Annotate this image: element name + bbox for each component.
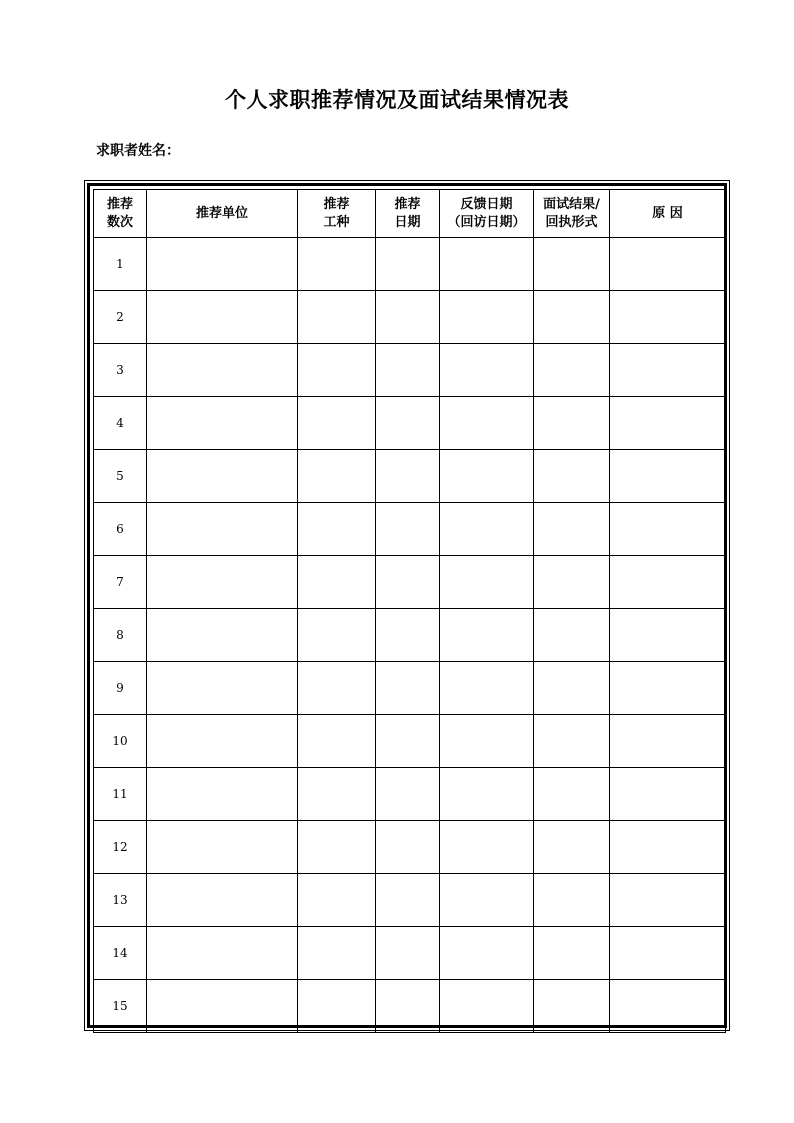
cell-feedback-date[interactable] (440, 238, 534, 291)
row-number: 13 (94, 874, 147, 927)
cell-reason[interactable] (610, 980, 726, 1033)
cell-recommend-date[interactable] (376, 291, 440, 344)
cell-interview-result[interactable] (534, 556, 610, 609)
cell-interview-result[interactable] (534, 450, 610, 503)
cell-recommend-unit[interactable] (147, 874, 298, 927)
table-row (94, 291, 726, 344)
cell-recommend-unit[interactable] (147, 662, 298, 715)
cell-interview-result[interactable] (534, 927, 610, 980)
header-row (94, 190, 726, 238)
cell-feedback-date[interactable] (440, 662, 534, 715)
cell-reason[interactable] (610, 238, 726, 291)
header-reason (610, 190, 726, 238)
header-recommend-count (94, 190, 147, 238)
cell-reason[interactable] (610, 397, 726, 450)
cell-job-type[interactable] (298, 821, 376, 874)
cell-feedback-date[interactable] (440, 768, 534, 821)
cell-job-type[interactable] (298, 344, 376, 397)
cell-recommend-date[interactable] (376, 821, 440, 874)
cell-job-type[interactable] (298, 238, 376, 291)
cell-interview-result[interactable] (534, 821, 610, 874)
cell-job-type[interactable] (298, 715, 376, 768)
cell-job-type[interactable] (298, 397, 376, 450)
row-number: 14 (94, 927, 147, 980)
cell-feedback-date[interactable] (440, 715, 534, 768)
cell-feedback-date[interactable] (440, 927, 534, 980)
table-frame (84, 180, 730, 1031)
table-row (94, 768, 726, 821)
cell-reason[interactable] (610, 556, 726, 609)
recommendation-table (93, 189, 726, 1033)
cell-recommend-unit[interactable] (147, 927, 298, 980)
cell-reason[interactable] (610, 450, 726, 503)
header-interview-result (534, 190, 610, 238)
table-row (94, 715, 726, 768)
header-text: 日期 (394, 214, 421, 230)
header-text: 反馈日期 (460, 196, 513, 212)
table-row (94, 450, 726, 503)
cell-feedback-date[interactable] (440, 450, 534, 503)
row-number: 3 (94, 344, 147, 397)
cell-interview-result[interactable] (534, 662, 610, 715)
table-body (94, 238, 726, 1033)
header-recommend-job-type (298, 190, 376, 238)
header-text: 原 因 (652, 205, 683, 221)
cell-recommend-unit[interactable] (147, 450, 298, 503)
cell-recommend-date[interactable] (376, 503, 440, 556)
cell-recommend-date[interactable] (376, 344, 440, 397)
header-recommend-date (376, 190, 440, 238)
page-title: 个人求职推荐情况及面试结果情况表 (225, 87, 569, 112)
header-text: 推荐单位 (195, 205, 248, 221)
row-number: 15 (94, 980, 147, 1033)
header-text: 推荐 (394, 196, 421, 212)
cell-reason[interactable] (610, 662, 726, 715)
table-row (94, 821, 726, 874)
cell-job-type[interactable] (298, 556, 376, 609)
table-row (94, 609, 726, 662)
row-number: 8 (94, 609, 147, 662)
cell-recommend-unit[interactable] (147, 821, 298, 874)
row-number: 11 (94, 768, 147, 821)
cell-recommend-unit[interactable] (147, 980, 298, 1033)
cell-recommend-date[interactable] (376, 927, 440, 980)
cell-recommend-date[interactable] (376, 397, 440, 450)
cell-feedback-date[interactable] (440, 291, 534, 344)
cell-feedback-date[interactable] (440, 874, 534, 927)
row-number: 5 (94, 450, 147, 503)
cell-recommend-unit[interactable] (147, 556, 298, 609)
cell-reason[interactable] (610, 344, 726, 397)
cell-interview-result[interactable] (534, 291, 610, 344)
cell-recommend-unit[interactable] (147, 503, 298, 556)
row-number: 10 (94, 715, 147, 768)
cell-interview-result[interactable] (534, 397, 610, 450)
cell-recommend-date[interactable] (376, 662, 440, 715)
cell-job-type[interactable] (298, 768, 376, 821)
cell-job-type[interactable] (298, 503, 376, 556)
cell-recommend-unit[interactable] (147, 768, 298, 821)
cell-interview-result[interactable] (534, 715, 610, 768)
cell-recommend-unit[interactable] (147, 609, 298, 662)
row-number: 12 (94, 821, 147, 874)
header-text: 面试结果/ (543, 196, 600, 212)
cell-feedback-date[interactable] (440, 980, 534, 1033)
cell-recommend-date[interactable] (376, 874, 440, 927)
cell-recommend-date[interactable] (376, 450, 440, 503)
table-row (94, 556, 726, 609)
cell-job-type[interactable] (298, 980, 376, 1033)
cell-feedback-date[interactable] (440, 609, 534, 662)
table-row (94, 662, 726, 715)
cell-recommend-date[interactable] (376, 556, 440, 609)
header-text: 工种 (323, 214, 350, 230)
applicant-name-label: 求职者姓名： (96, 143, 180, 159)
cell-interview-result[interactable] (534, 344, 610, 397)
cell-reason[interactable] (610, 874, 726, 927)
row-number: 1 (94, 238, 147, 291)
header-text: （回访日期） (447, 214, 526, 230)
cell-recommend-date[interactable] (376, 609, 440, 662)
row-number: 6 (94, 503, 147, 556)
cell-job-type[interactable] (298, 662, 376, 715)
cell-reason[interactable] (610, 821, 726, 874)
cell-recommend-unit[interactable] (147, 238, 298, 291)
cell-recommend-unit[interactable] (147, 344, 298, 397)
table-row (94, 980, 726, 1033)
cell-reason[interactable] (610, 768, 726, 821)
header-text: 推荐 (106, 196, 133, 212)
cell-feedback-date[interactable] (440, 821, 534, 874)
cell-recommend-date[interactable] (376, 238, 440, 291)
cell-reason[interactable] (610, 927, 726, 980)
table-row (94, 397, 726, 450)
cell-reason[interactable] (610, 291, 726, 344)
cell-feedback-date[interactable] (440, 397, 534, 450)
table-row (94, 927, 726, 980)
cell-interview-result[interactable] (534, 503, 610, 556)
cell-job-type[interactable] (298, 450, 376, 503)
table-row (94, 238, 726, 291)
cell-feedback-date[interactable] (440, 503, 534, 556)
row-number: 7 (94, 556, 147, 609)
cell-job-type[interactable] (298, 874, 376, 927)
header-text: 推荐 (323, 196, 350, 212)
header-text: 数次 (106, 214, 133, 230)
cell-interview-result[interactable] (534, 238, 610, 291)
cell-recommend-date[interactable] (376, 715, 440, 768)
cell-job-type[interactable] (298, 927, 376, 980)
cell-feedback-date[interactable] (440, 344, 534, 397)
table-row (94, 344, 726, 397)
row-number: 4 (94, 397, 147, 450)
row-number: 2 (94, 291, 147, 344)
cell-reason[interactable] (610, 609, 726, 662)
header-feedback-date (440, 190, 534, 238)
table-frame-inner (87, 183, 727, 1028)
header-recommend-unit (147, 190, 298, 238)
cell-recommend-date[interactable] (376, 980, 440, 1033)
cell-job-type[interactable] (298, 291, 376, 344)
cell-recommend-date[interactable] (376, 768, 440, 821)
table-row (94, 874, 726, 927)
cell-feedback-date[interactable] (440, 556, 534, 609)
cell-interview-result[interactable] (534, 980, 610, 1033)
row-number: 9 (94, 662, 147, 715)
header-text: 回执形式 (545, 214, 598, 230)
cell-recommend-unit[interactable] (147, 715, 298, 768)
cell-recommend-unit[interactable] (147, 397, 298, 450)
cell-interview-result[interactable] (534, 768, 610, 821)
cell-job-type[interactable] (298, 609, 376, 662)
cell-recommend-unit[interactable] (147, 291, 298, 344)
cell-reason[interactable] (610, 715, 726, 768)
cell-interview-result[interactable] (534, 874, 610, 927)
table-row (94, 503, 726, 556)
cell-reason[interactable] (610, 503, 726, 556)
cell-interview-result[interactable] (534, 609, 610, 662)
